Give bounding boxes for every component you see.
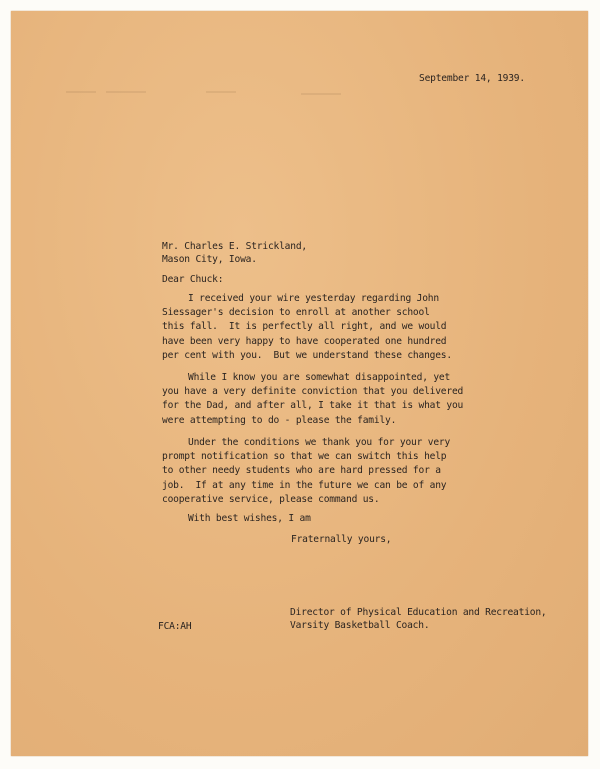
signature-title-2: Varsity Basketball Coach. [290, 620, 430, 631]
typist-initials: FCA:AH [158, 621, 192, 632]
bleed-through-mark [301, 93, 341, 95]
signature-title-1: Director of Physical Education and Recreation, [290, 607, 547, 618]
bleed-through-mark [66, 91, 96, 93]
bleed-through-mark [106, 91, 146, 93]
recipient-city: Mason City, Iowa. [162, 254, 257, 265]
body-paragraph-3: Under the conditions we thank you for your very prompt notification so that we can switch this help to other needy students who are hard pressed for a job. If at any time in the future we can be of any cooperative service, please command us. [162, 437, 451, 505]
recipient-name: Mr. Charles E. Strickland, [162, 241, 307, 252]
letter-date: September 14, 1939. [419, 73, 525, 84]
bleed-through-mark [206, 91, 236, 93]
closing-line: With best wishes, I am [188, 513, 311, 524]
letter-page [11, 11, 588, 756]
body-paragraph-2: While I know you are somewhat disappointed, yet you have a very definite conviction that you delivered for the Dad, and after all, I take it that is what you were attempting to do - please the family. [162, 372, 464, 426]
closing: Fraternally yours, [291, 534, 392, 545]
salutation: Dear Chuck: [162, 274, 224, 285]
body-paragraph-1: I received your wire yesterday regarding John Siessager's decision to enroll at another school this fall. It is perfectly all right, and we would have been very happy to have cooperated one hundred per cent with you. But we understand these changes. [162, 293, 452, 361]
